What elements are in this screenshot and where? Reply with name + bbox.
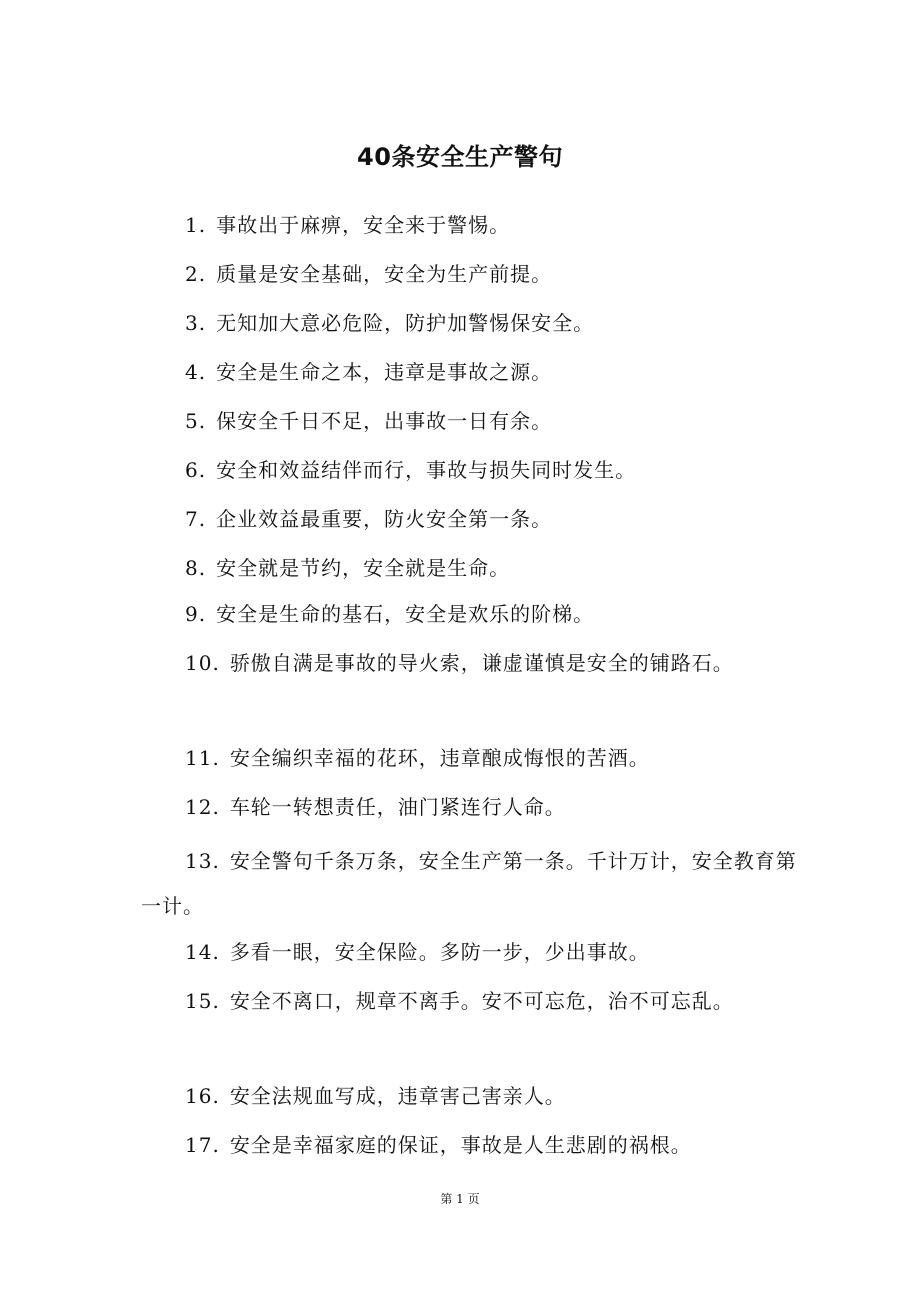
- list-item: [141, 355, 801, 389]
- item-text: 事故出于麻痹，安全来于警惕。: [216, 213, 511, 237]
- item-number: 16.: [185, 1084, 220, 1108]
- item-number: 2.: [185, 262, 207, 286]
- item-text: 骄傲自满是事故的导火索，谦虚谨慎是安全的铺路石。: [229, 651, 734, 675]
- item-text: 安全法规血写成，违章害己害亲人。: [229, 1084, 566, 1108]
- item-text: 无知加大意必危险，防护加警惕保安全。: [216, 311, 595, 335]
- list-item: [141, 1079, 801, 1113]
- item-number: 12.: [185, 795, 220, 819]
- list-item: [141, 453, 801, 487]
- item-text: 安全就是节约，安全就是生命。: [216, 556, 511, 580]
- list-item: [141, 208, 801, 242]
- list-item: [141, 404, 801, 438]
- item-text: 企业效益最重要，防火安全第一条。: [216, 507, 553, 531]
- list-item: [141, 935, 801, 969]
- document-title: 40条安全生产警句: [357, 143, 563, 171]
- item-text: 车轮一转想责任，油门紧连行人命。: [229, 795, 566, 819]
- list-item: [141, 646, 801, 680]
- list-item: [141, 306, 801, 340]
- page-number: 第 1 页: [440, 1192, 480, 1206]
- list-item: [141, 984, 801, 1018]
- item-text: 安全是生命之本，违章是事故之源。: [216, 360, 553, 384]
- list-item: [141, 597, 801, 631]
- item-number: 14.: [185, 940, 220, 964]
- item-text: 安全和效益结伴而行，事故与损失同时发生。: [216, 458, 637, 482]
- item-number: 5.: [185, 409, 207, 433]
- item-text: 多看一眼，安全保险。多防一步，少出事故。: [229, 940, 650, 964]
- item-text: 安全编织幸福的花环，违章酿成悔恨的苦酒。: [229, 746, 650, 770]
- item-number: 8.: [185, 556, 207, 580]
- list-item: [141, 551, 801, 585]
- list-item: [141, 741, 801, 775]
- item-text: 保安全千日不足，出事故一日有余。: [216, 409, 553, 433]
- item-number: 3.: [185, 311, 207, 335]
- item-number: 15.: [185, 989, 220, 1013]
- item-number: 17.: [185, 1133, 220, 1157]
- list-item: [141, 839, 801, 929]
- item-number: 13.: [185, 849, 220, 873]
- item-number: 1.: [185, 213, 207, 237]
- item-text: 安全警句千条万条，安全生产第一条。千计万计，安全教育第一计。: [141, 849, 797, 918]
- item-text: 安全是幸福家庭的保证，事故是人生悲剧的祸根。: [229, 1133, 692, 1157]
- item-text: 质量是安全基础，安全为生产前提。: [216, 262, 553, 286]
- list-item: [141, 1128, 801, 1162]
- item-number: 7.: [185, 507, 207, 531]
- item-number: 11.: [185, 746, 220, 770]
- item-text: 安全是生命的基石，安全是欢乐的阶梯。: [216, 602, 595, 626]
- item-number: 4.: [185, 360, 207, 384]
- list-item: [141, 790, 801, 824]
- item-text: 安全不离口，规章不离手。安不可忘危，治不可忘乱。: [229, 989, 734, 1013]
- list-item: [141, 502, 801, 536]
- item-number: 6.: [185, 458, 207, 482]
- list-item: [141, 257, 801, 291]
- item-number: 9.: [185, 602, 207, 626]
- item-number: 10.: [185, 651, 220, 675]
